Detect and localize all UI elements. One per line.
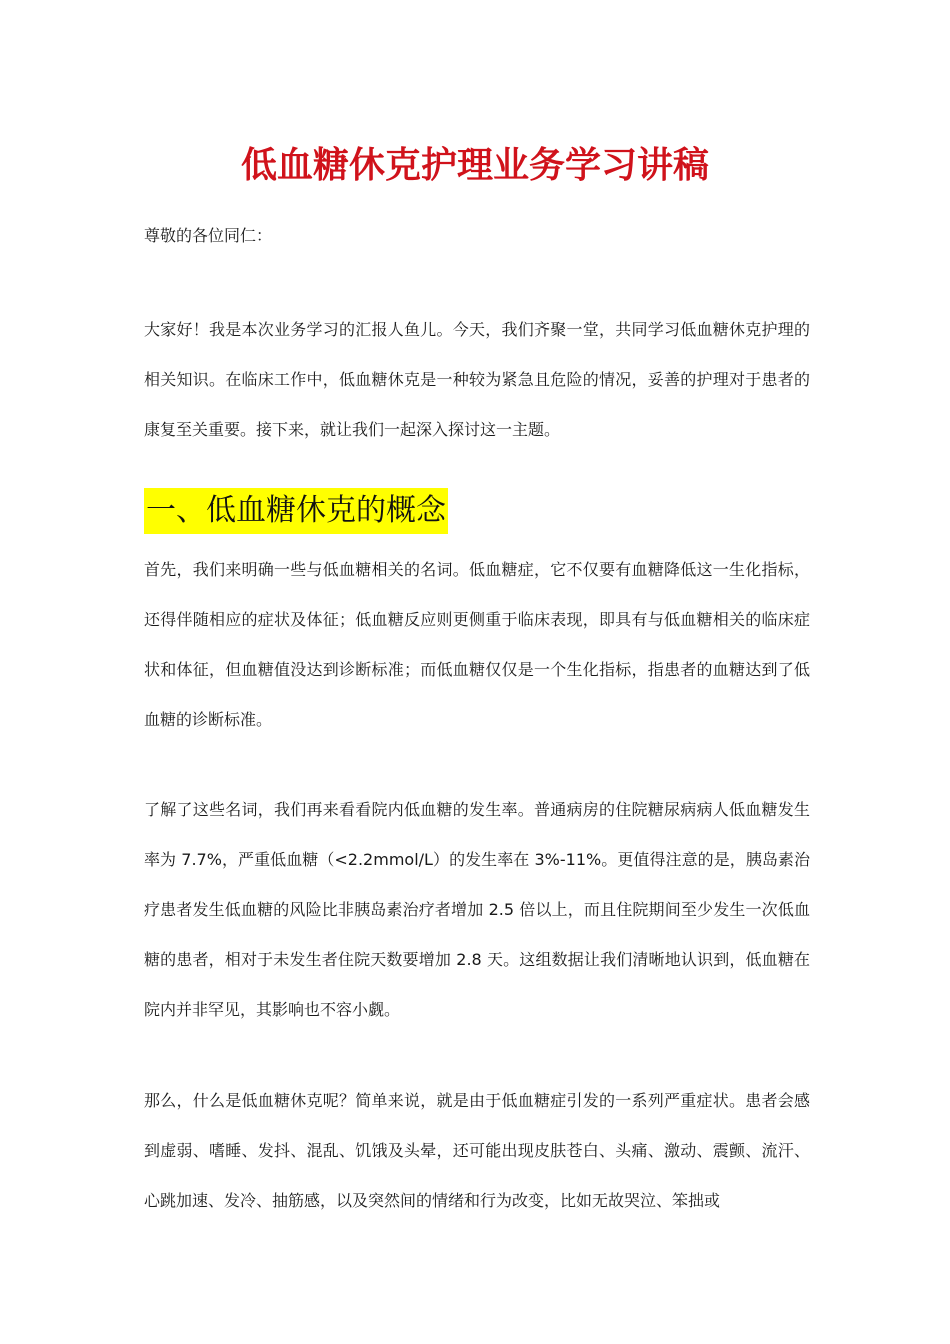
definition-paragraph: 那么，什么是低血糖休克呢？简单来说，就是由于低血糖症引发的一系列严重症状。患者会感到虚弱、嗜睡、发抖、混乱、饥饿及头晕，还可能出现皮肤苍白、头痛、激动、震颤、流汗、心跳加速、发冷、抽筋感，以及突然间的情绪和行为改变，比如无故哭泣、笨拙或 bbox=[144, 1091, 810, 1210]
salutation: 尊敬的各位同仁： bbox=[144, 226, 273, 245]
concept-paragraph: 首先，我们来明确一些与低血糖相关的名词。低血糖症，它不仅要有血糖降低这一生化指标，还得伴随相应的症状及体征；低血糖反应则更侧重于临床表现，即具有与低血糖相关的临床症状和体征，但血糖值没达到诊断标准；而低血糖仅仅是一个生化指标，指患者的血糖达到了低血糖的诊断标准。 bbox=[144, 560, 810, 729]
section-heading: 一、低血糖休克的概念 bbox=[144, 488, 448, 534]
intro-paragraph: 大家好！我是本次业务学习的汇报人鱼儿。今天，我们齐聚一堂，共同学习低血糖休克护理的相关知识。在临床工作中，低血糖休克是一种较为紧急且危险的情况，妥善的护理对于患者的康复至关重要。接下来，就让我们一起深入探讨这一主题。 bbox=[144, 320, 810, 439]
document-title: 低血糖休克护理业务学习讲稿 bbox=[240, 145, 709, 186]
incidence-paragraph: 了解了这些名词，我们再来看看院内低血糖的发生率。普通病房的住院糖尿病病人低血糖发生率为 7.7%，严重低血糖（<2.2mmol/L）的发生率在 3%-11%。更值得注意的是，胰岛素治疗患者发生低血糖的风险比非胰岛素治疗者增加 2.5 倍以上，而且住院期间至少发生一次低血糖的患者，相对于未发生者住院天数要增加 2.8 天。这组数据让我们清晰地认识到，低血糖在院内并非罕见，其影响也不容小觑。 bbox=[144, 800, 810, 1019]
